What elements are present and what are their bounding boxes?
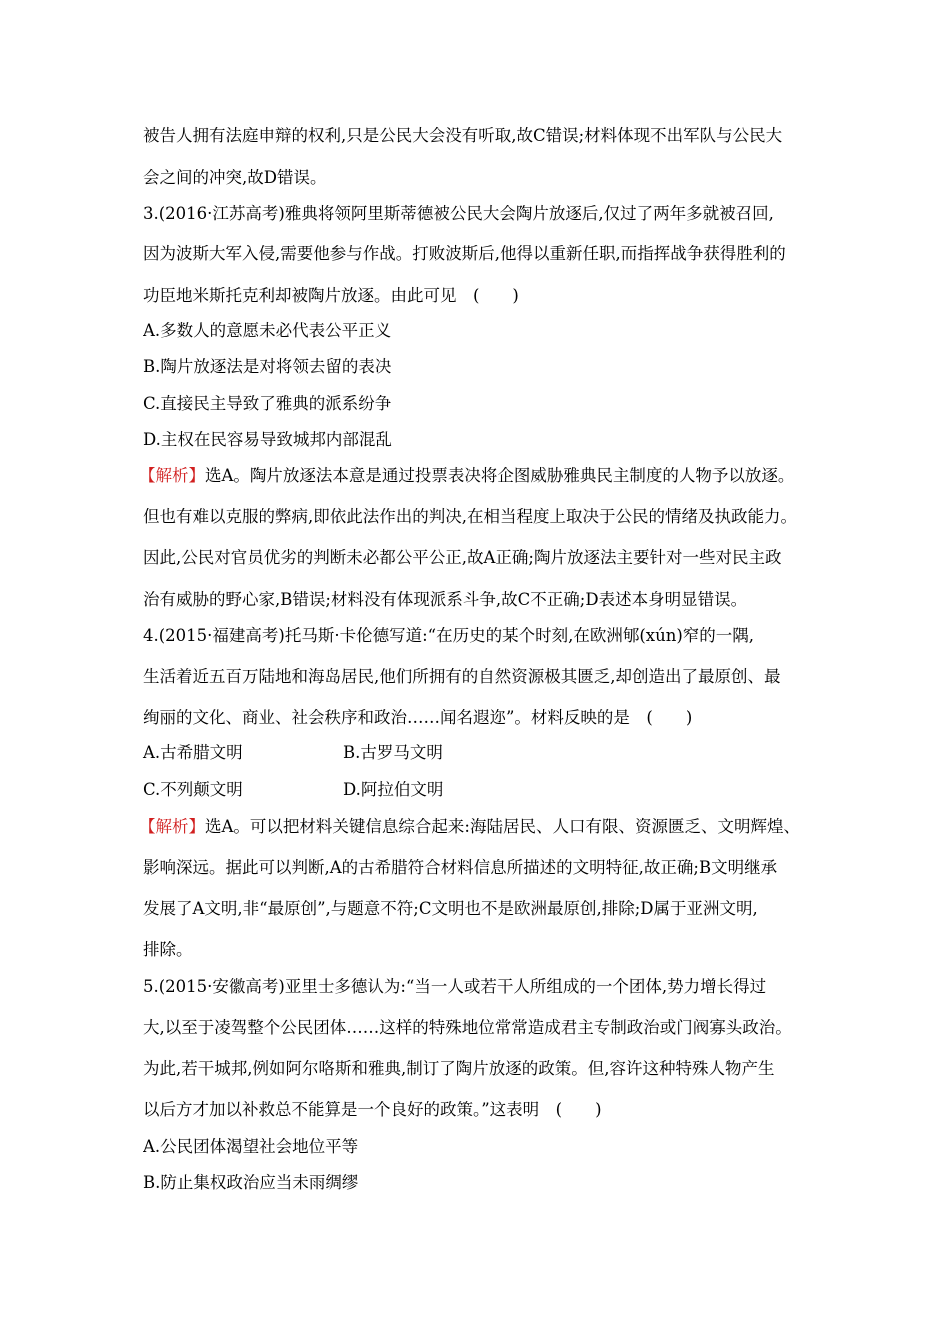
text-line: 大,以至于凌驾整个公民团体……这样的特殊地位常常造成君主专制政治或门阀寡头政治。 xyxy=(143,1018,792,1037)
option-b: B.防止集权政治应当未雨绸缪 xyxy=(143,1173,359,1192)
option-a: A.公民团体渴望社会地位平等 xyxy=(143,1137,359,1156)
text-line: 会之间的冲突,故D错误。 xyxy=(143,168,327,187)
text-line: 生活着近五百万陆地和海岛居民,他们所拥有的自然资源极其匮乏,却创造出了最原创、最 xyxy=(143,667,781,686)
text-line: 因此,公民对官员优劣的判断未必都公平公正,故A正确;陶片放逐法主要针对一些对民主政 xyxy=(143,548,782,567)
text-line: 治有威胁的野心家,B错误;材料没有体现派系斗争,故C不正确;D表述本身明显错误。 xyxy=(143,590,748,609)
option-b: B.陶片放逐法是对将领去留的表决 xyxy=(143,357,392,376)
text-line: 为此,若干城邦,例如阿尔咯斯和雅典,制订了陶片放逐的政策。但,容许这种特殊人物产生 xyxy=(143,1059,775,1078)
option-d: D.主权在民容易导致城邦内部混乱 xyxy=(143,430,392,449)
question-3-stem: 3.(2016·江苏高考)雅典将领阿里斯蒂德被公民大会陶片放逐后,仅过了两年多就被召回, xyxy=(143,204,774,223)
option-a: A.多数人的意愿未必代表公平正义 xyxy=(143,321,392,340)
option-d: D.阿拉伯文明 xyxy=(343,780,444,799)
text-line: 被告人拥有法庭申辩的权利,只是公民大会没有听取,故C错误;材料体现不出军队与公民大 xyxy=(143,126,783,145)
option-c: C.直接民主导致了雅典的派系纷争 xyxy=(143,394,392,413)
analysis-paragraph: 【解析】选A。陶片放逐法本意是通过投票表决将企图威胁雅典民主制度的人物予以放逐。 xyxy=(139,466,795,485)
analysis-tag: 【解析】 xyxy=(139,466,205,485)
question-5-stem: 5.(2015·安徽高考)亚里士多德认为:“当一人或若干人所组成的一个团体,势力增长得过 xyxy=(143,977,767,996)
question-4-stem: 4.(2015·福建高考)托马斯·卡伦德写道:“在历史的某个时刻,在欧洲郇(xún)窄的一隅, xyxy=(143,626,755,645)
text-line: 影响深远。据此可以判断,A的古希腊符合材料信息所描述的文明特征,故正确;B文明继承 xyxy=(143,858,778,877)
text-line: 发展了A文明,非“最原创”,与题意不符;C文明也不是欧洲最原创,排除;D属于亚洲文明, xyxy=(143,899,758,918)
analysis-paragraph: 【解析】选A。可以把材料关键信息综合起来:海陆居民、人口有限、资源匮乏、文明辉煌、 xyxy=(139,817,800,836)
text-line: 因为波斯大军入侵,需要他参与作战。打败波斯后,他得以重新任职,而指挥战争获得胜利的 xyxy=(143,244,786,263)
text-line: 功臣地米斯托克利却被陶片放逐。由此可见 ( ) xyxy=(143,286,519,305)
text-line: 绚丽的文化、商业、社会秩序和政治……闻名遐迩”。材料反映的是 ( ) xyxy=(143,708,693,727)
text-line: 但也有难以克服的弊病,即依此法作出的判决,在相当程度上取决于公民的情绪及执政能力。 xyxy=(143,507,797,526)
option-b: B.古罗马文明 xyxy=(343,743,443,762)
analysis-tag: 【解析】 xyxy=(139,817,205,836)
text-line: 以后方才加以补救总不能算是一个良好的政策。”这表明 ( ) xyxy=(143,1100,602,1119)
option-c: C.不列颠文明 xyxy=(143,780,243,799)
text-line: 排除。 xyxy=(143,940,193,959)
option-a: A.古希腊文明 xyxy=(143,743,243,762)
